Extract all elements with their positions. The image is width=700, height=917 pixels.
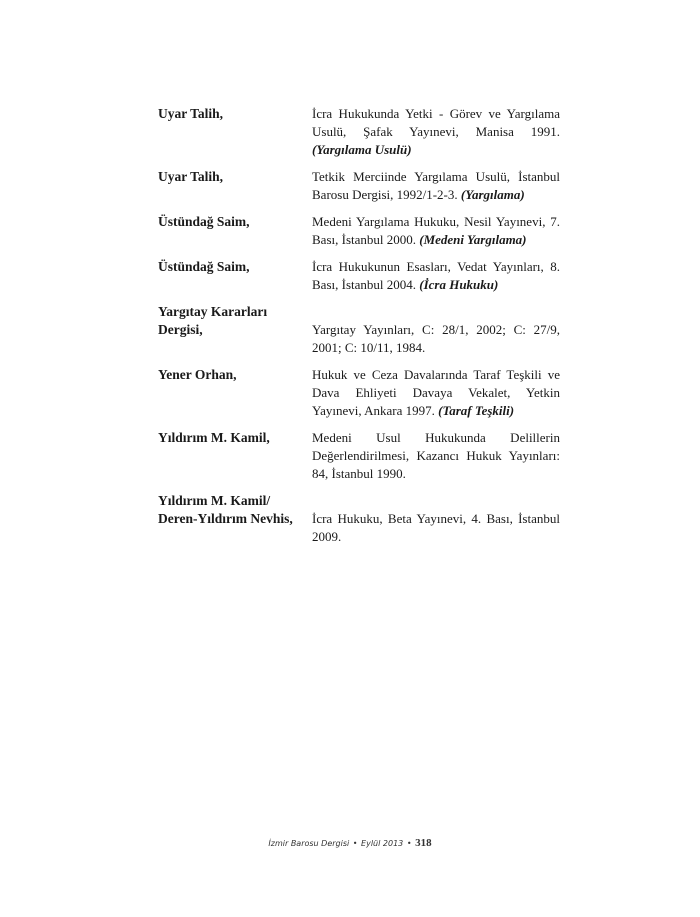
- footer-journal: İzmir Barosu Dergisi: [268, 839, 350, 848]
- entry-text: [312, 366, 560, 420]
- author-line: Üstündağ Saim,: [158, 259, 250, 274]
- entry-citation: İcra Hukukunda Yetki - Görev ve Yargılama Usulü, Şafak Yayınevi, Manisa 1991.: [312, 106, 560, 139]
- author-line: Uyar Talih,: [158, 106, 224, 121]
- bibliography-entry: [158, 168, 560, 204]
- entry-author: [158, 168, 312, 186]
- entry-abbreviation: (Taraf Teşkili): [438, 403, 515, 418]
- bibliography-list: [158, 105, 560, 555]
- bibliography-entry: [158, 105, 560, 159]
- entry-author: [158, 492, 312, 528]
- entry-citation: Medeni Usul Hukukunda Delillerin Değerlendirilmesi, Kazancı Hukuk Yayınları: 84, İstanbul 1990.: [312, 430, 560, 481]
- bibliography-entry: [158, 303, 560, 357]
- author-line: Yener Orhan,: [158, 367, 237, 382]
- author-line: Uyar Talih,: [158, 169, 224, 184]
- entry-abbreviation: (İcra Hukuku): [419, 277, 499, 292]
- entry-author: [158, 258, 312, 276]
- entry-text: [312, 321, 560, 357]
- entry-citation: Tetkik Merciinde Yargılama Usulü, İstanbul Barosu Dergisi, 1992/1-2-3.: [312, 169, 560, 202]
- bibliography-entry: [158, 258, 560, 294]
- entry-author: [158, 213, 312, 231]
- author-line: Yargıtay Kararları: [158, 304, 268, 319]
- entry-author: [158, 429, 312, 447]
- bibliography-entry: [158, 213, 560, 249]
- author-line: Üstündağ Saim,: [158, 214, 250, 229]
- footer-date: Eylül 2013: [361, 839, 404, 848]
- bibliography-entry: [158, 429, 560, 483]
- author-line: Yıldırım M. Kamil/: [158, 493, 271, 508]
- entry-author: [158, 366, 312, 384]
- entry-text: [312, 510, 560, 546]
- page-number: 318: [415, 837, 432, 849]
- entry-abbreviation: (Medeni Yargılama): [419, 232, 527, 247]
- entry-text: [312, 105, 560, 159]
- entry-text: [312, 168, 560, 204]
- entry-text: [312, 258, 560, 294]
- entry-citation: İcra Hukukunun Esasları, Vedat Yayınları, 8. Bası, İstanbul 2004.: [312, 259, 560, 292]
- entry-text: [312, 213, 560, 249]
- footer-separator: •: [406, 839, 412, 848]
- entry-abbreviation: (Yargılama): [460, 187, 525, 202]
- entry-citation: Medeni Yargılama Hukuku, Nesil Yayınevi, 7. Bası, İstanbul 2000.: [312, 214, 560, 247]
- entry-citation: Yargıtay Yayınları, C: 28/1, 2002; C: 27/9, 2001; C: 10/11, 1984.: [312, 322, 560, 355]
- entry-author: [158, 303, 312, 339]
- footer-separator: •: [352, 839, 358, 848]
- page-footer: [0, 837, 700, 849]
- entry-citation: İcra Hukuku, Beta Yayınevi, 4. Bası, İstanbul 2009.: [312, 511, 560, 544]
- bibliography-entry: [158, 492, 560, 546]
- bibliography-entry: [158, 366, 560, 420]
- author-line: Deren-Yıldırım Nevhis,: [158, 511, 293, 526]
- author-line: Yıldırım M. Kamil,: [158, 430, 270, 445]
- entry-author: [158, 105, 312, 123]
- author-line: Dergisi,: [158, 322, 203, 337]
- entry-text: [312, 429, 560, 483]
- entry-citation: Hukuk ve Ceza Davalarında Taraf Teşkili ve Dava Ehliyeti Davaya Vekalet, Yetkin Yayınevi, Ankara 1997.: [312, 367, 560, 418]
- entry-abbreviation: (Yargılama Usulü): [312, 142, 412, 157]
